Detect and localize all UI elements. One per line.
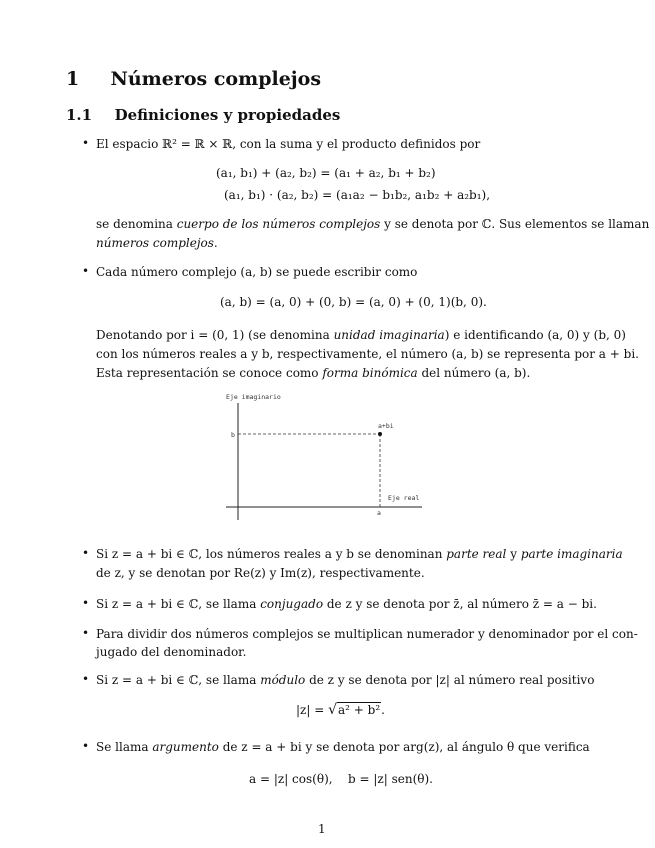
radicand: a² + b² [338, 703, 381, 717]
section-title: Números complejos [110, 68, 322, 90]
b2-emphasis: unidad imaginaria [333, 328, 445, 342]
b2-text: Denotando por i = (0, 1) (se denomina [96, 328, 334, 342]
bullet-marker: • [82, 136, 90, 150]
modulus-end: . [381, 703, 385, 717]
b5-line2: jugado del denominador. [96, 645, 247, 659]
b2-text: ) e identificando (a, 0) y (b, 0) [444, 328, 626, 342]
b6-modulus-equation [296, 702, 385, 718]
section-number: 1 [66, 68, 80, 90]
b7-text: Se llama [96, 740, 153, 754]
bullet-marker: • [82, 739, 90, 753]
b6-text: Si z = a + bi ∈ ℂ, se llama [96, 673, 261, 687]
b2-text: Esta representación se conoce como [96, 366, 323, 380]
b1-line2 [96, 215, 649, 234]
b7-text: de z = a + bi y se denota por arg(z), al ángulo θ que verifica [218, 740, 590, 754]
b6-text: de z y se denota por |z| al número real positivo [305, 673, 595, 687]
b7-equation-cos: a = |z| cos(θ), [249, 772, 333, 786]
b1-emphasis: cuerpo de los números complejos [176, 217, 381, 231]
y-axis-label: Eje imaginario [226, 393, 281, 401]
b2-line2 [96, 326, 626, 345]
complex-plane-svg [222, 390, 432, 525]
b2-text: del número (a, b). [417, 366, 531, 380]
b1-text: se denomina [96, 217, 177, 231]
b2-line4 [96, 364, 530, 383]
bullet-marker: • [82, 546, 90, 560]
complex-plane-diagram [222, 390, 432, 525]
point-a-plus-bi [378, 432, 382, 436]
b3-text: y [506, 547, 521, 561]
page-number: 1 [318, 822, 326, 836]
b7-equation-sin: b = |z| sen(θ). [348, 772, 433, 786]
subsection-number: 1.1 [66, 106, 93, 124]
tick-label-b: b [231, 431, 235, 439]
b6-line1 [96, 671, 594, 690]
bullet-marker: • [82, 264, 90, 278]
b3-emphasis: parte real [446, 547, 507, 561]
b4-text: de z y se denota por z̄, al número z̄ = a − bi. [323, 597, 597, 611]
b5-line1: Para dividir dos números complejos se multiplican numerador y denominador por el con- [96, 627, 638, 641]
b7-emphasis: argumento [152, 740, 219, 754]
b3-text: Si z = a + bi ∈ ℂ, los números reales a y b se denominan [96, 547, 447, 561]
b4-emphasis: conjugado [260, 597, 324, 611]
b1-line1: El espacio ℝ² = ℝ × ℝ, con la suma y el producto definidos por [96, 137, 481, 151]
b1-text: y se denota por ℂ. Sus elementos se llaman [380, 217, 650, 231]
b1-equation-product: (a₁, b₁) · (a₂, b₂) = (a₁a₂ − b₁b₂, a₁b₂ + a₂b₁), [224, 188, 491, 202]
b2-line3: con los números reales a y b, respectivamente, el número (a, b) se representa por a + bi. [96, 347, 639, 361]
modulus-lhs: |z| = [296, 703, 329, 717]
b1-emphasis: números complejos [96, 236, 214, 250]
b4-line1 [96, 595, 597, 614]
b2-emphasis: forma binómica [322, 366, 418, 380]
bullet-marker: • [82, 626, 90, 640]
bullet-marker: • [82, 596, 90, 610]
x-axis-label: Eje real [388, 494, 420, 502]
b2-equation: (a, b) = (a, 0) + (0, b) = (a, 0) + (0, 1)(b, 0). [220, 295, 487, 309]
b3-line1 [96, 545, 623, 564]
bullet-marker: • [82, 672, 90, 686]
subsection-title: Definiciones y propiedades [114, 106, 341, 124]
point-label: a+bi [378, 422, 394, 430]
sqrt-symbol: √ [328, 702, 338, 718]
b1-text: . [213, 236, 218, 250]
b7-line1 [96, 738, 590, 757]
b1-line3 [96, 234, 218, 253]
b3-line2: de z, y se denotan por Re(z) y Im(z), respectivamente. [96, 566, 425, 580]
b6-emphasis: módulo [260, 673, 306, 687]
section-heading [66, 68, 321, 90]
b2-line1: Cada número complejo (a, b) se puede escribir como [96, 265, 418, 279]
b4-text: Si z = a + bi ∈ ℂ, se llama [96, 597, 261, 611]
b1-equation-sum: (a₁, b₁) + (a₂, b₂) = (a₁ + a₂, b₁ + b₂) [216, 166, 436, 180]
b3-emphasis: parte imaginaria [520, 547, 623, 561]
tick-label-a: a [377, 509, 381, 517]
subsection-heading [66, 106, 340, 124]
